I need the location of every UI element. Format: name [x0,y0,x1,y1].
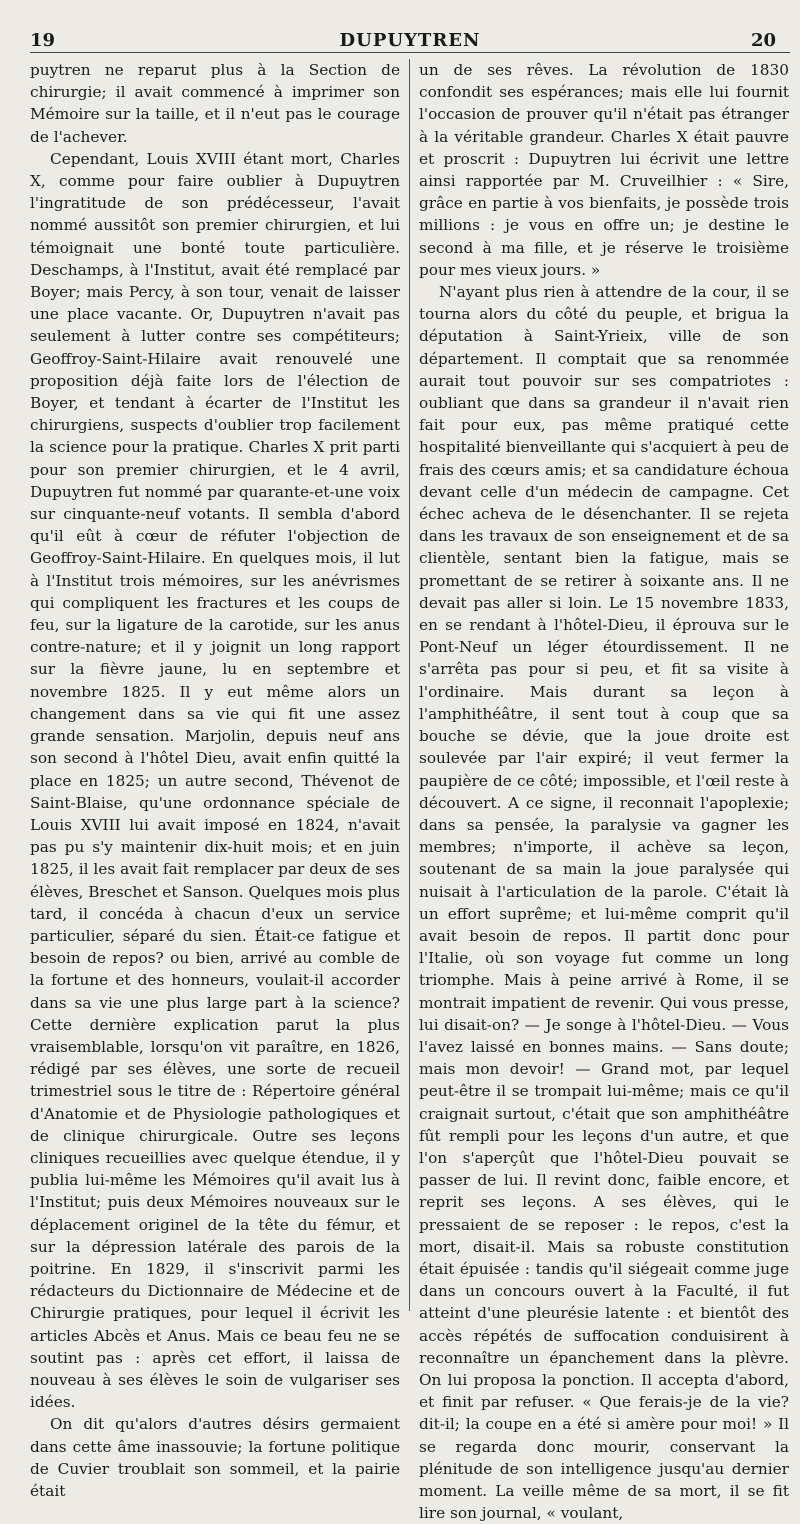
paragraph: un de ses rêves. La révolution de 1830 confondit ses espérances; mais elle lui fournit l'occasion de prouver qu'il n'était pas étranger à la véritable grandeur. Charles X était pauvre et proscrit : Dupuytren lui écrivit une lettre ainsi rapportée par M. Cruveilhier : « Sire, grâce en partie à vos bienfaits, je possède trois millions : je vous en offre un; je destine le second à ma fille, et je réserve le troisième pour mes vieux jours. » [419,61,789,279]
right-page-number: 20 [750,30,776,51]
left-page-number: 19 [30,30,56,51]
paragraph: N'ayant plus rien à attendre de la cour, il se tourna alors du côté du peuple, et brigua la députation à Saint-Yrieix, ville de son département. Il comptait que sa renommée aurait tout pouvoir sur ses compatriotes : oubliant que dans sa grandeur il n'avait rien fait pour eux, pas même pratiqué cette hospitalité bienveillante qui s'acquiert à peu de frais des cœurs amis; et sa candidature échoua devant celle d'un médecin de campagne. Cet échec acheva de le désenchanter. Il se rejeta dans les travaux de son enseignement et de sa clientèle, sentant bien la fatigue, mais se promettant de se retirer à soixante ans. Il ne devait pas aller si loin. Le 15 novembre 1833, en se rendant à l'hôtel-Dieu, il éprouva sur le Pont-Neuf un léger étourdissement. Il ne s'arrêta pas pour si peu, et fit sa visite à l'ordinaire. Mais durant sa leçon à l'amphithéâtre, il sent tout à coup que sa bouche se dévie, que la joue droite est soulevée par l'air expiré; il veut fermer la paupière de ce côté; impossible, et l'œil reste à découvert. A ce signe, il reconnait l'apoplexie; dans sa pensée, la paralysie va gagner les membres; n'importe, il achève sa leçon, soutenant de sa main la joue paralysée qui nuisait à l'articulation de la parole. C'était là un effort suprême; et lui-même comprit qu'il avait besoin de repos. Il partit donc pour l'Italie, où son voyage fut comme un long triomphe. Mais à peine arrivé à Rome, il se montrait impatient de revenir. Qui vous presse, lui disait-on? — Je songe à l'hôtel-Dieu. — Vous l'avez laissé en bonnes mains. — Sans doute; mais mon devoir! — Grand mot, par lequel peut-être il se trompait lui-même; mais ce qu'il craignait surtout, c'était que son amphithéâtre fût rempli pour les leçons d'un autre, et que l'on s'aperçût que l'hôtel-Dieu pouvait se passer de lui. Il revint donc, faible encore, et reprit ses leçons. A ses élèves, qui le pressaient de se reposer : le repos, c'est la mort, disait-il. Mais sa robuste constitution était épuisée : tandis qu'il siégeait comme juge dans un concours ouvert à la Faculté, il fut atteint d'une pleurésie latente : et bientôt des accès répétés de suffocation conduisirent à reconnaître un épanchement dans la plèvre. On lui proposa la ponction. Il accepta d'abord, et finit par refuser. « Que ferais-je de la vie? dit-il; la coupe en a été si amère pour moi! » Il se regarda donc mourir, conservant la plénitude de son intelligence jusqu'au dernier moment. La veille même de sa mort, il se fit lire son journal, « voulant, [419,283,789,1523]
paragraph: Cependant, Louis XVIII étant mort, Charles X, comme pour faire oublier à Dupuytren l'ingratitude de son prédécesseur, l'avait nommé aussitôt son premier chirurgien, et lui témoignait une bonté toute particulière. Deschamps, à l'Institut, avait été remplacé par Boyer; mais Percy, à son tour, venait de laisser une place vacante. Or, Dupuytren n'avait pas seulement à lutter contre ses compétiteurs; Geoffroy-Saint-Hilaire avait renouvelé une proposition déjà faite lors de l'élection de Boyer, et tendant à écarter de l'Institut les chirurgiens, suspects d'oublier trop facilement la science pour la pratique. Charles X prit parti pour son premier chirurgien, et le 4 avril, Dupuytren fut nommé par quarante-et-une voix sur cinquante-neuf votants. Il sembla d'abord qu'il eût à cœur de réfuter l'objection de Geoffroy-Saint-Hilaire. En quelques mois, il lut à l'Institut trois mémoires, sur les anévrismes qui compliquent les fractures et les coups de feu, sur la ligature de la carotide, sur les anus contre-nature; et il y joignit un long rapport sur la fièvre jaune, lu en septembre et novembre 1825. Il y eut même alors un changement dans sa vie qui fit une assez grande sensation. Marjolin, depuis neuf ans son second à l'hôtel Dieu, avait enfin quitté la place en 1825; un autre second, Thévenot de Saint-Blaise, qu'une ordonnance spéciale de Louis XVIII lui avait imposé en 1824, n'avait pas pu s'y maintenir dix-huit mois; et en juin 1825, il les avait fait remplacer par deux de ses élèves, Breschet et Sanson. Quelques mois plus tard, il concéda à chacun d'eux un service particulier, séparé du sien. Était-ce fatigue et besoin de repos? ou bien, arrivé au comble de la fortune et des honneurs, voulait-il accorder dans sa vie une plus large part à la science? Cette dernière explication parut la plus vraisemblable, lorsqu'on vit paraître, en 1826, rédigé par ses élèves, une sorte de recueil trimestriel sous le titre de : Répertoire général d'Anatomie et de Physiologie pathologiques et de clinique chirurgicale. Outre ses leçons cliniques recueillies avec quelque étendue, il y publia lui-même les Mémoires qu'il avait lus à l'Institut; puis deux Mémoires nouveaux sur le déplacement originel de la tête du fémur, et sur la dépression latérale des parois de la poitrine. En 1829, il s'inscrivit parmi les rédacteurs du Dictionnaire de Médecine et de Chirurgie pratiques, pour lequel il écrivit les articles Abcès et Anus. Mais ce beau feu ne se soutint pas : après cet effort, il laissa de nouveau à ses élèves le soin de vulgariser ses idées. [30,149,400,1412]
text-columns [30,59,790,1524]
page-header [30,22,790,53]
paragraph: puytren ne reparut plus à la Section de chirurgie; il avait commencé à imprimer son Mémoire sur la taille, et il n'eut pas le courage de l'achever. [30,61,400,146]
right-column [419,59,789,1524]
running-title: DUPUYTREN [339,30,481,51]
paragraph: On dit qu'alors d'autres désirs germaient dans cette âme inassouvie; la fortune politique de Cuvier troublait son sommeil, et la pairie était [30,1415,400,1500]
column-divider [409,59,410,1311]
left-column [30,59,400,1524]
